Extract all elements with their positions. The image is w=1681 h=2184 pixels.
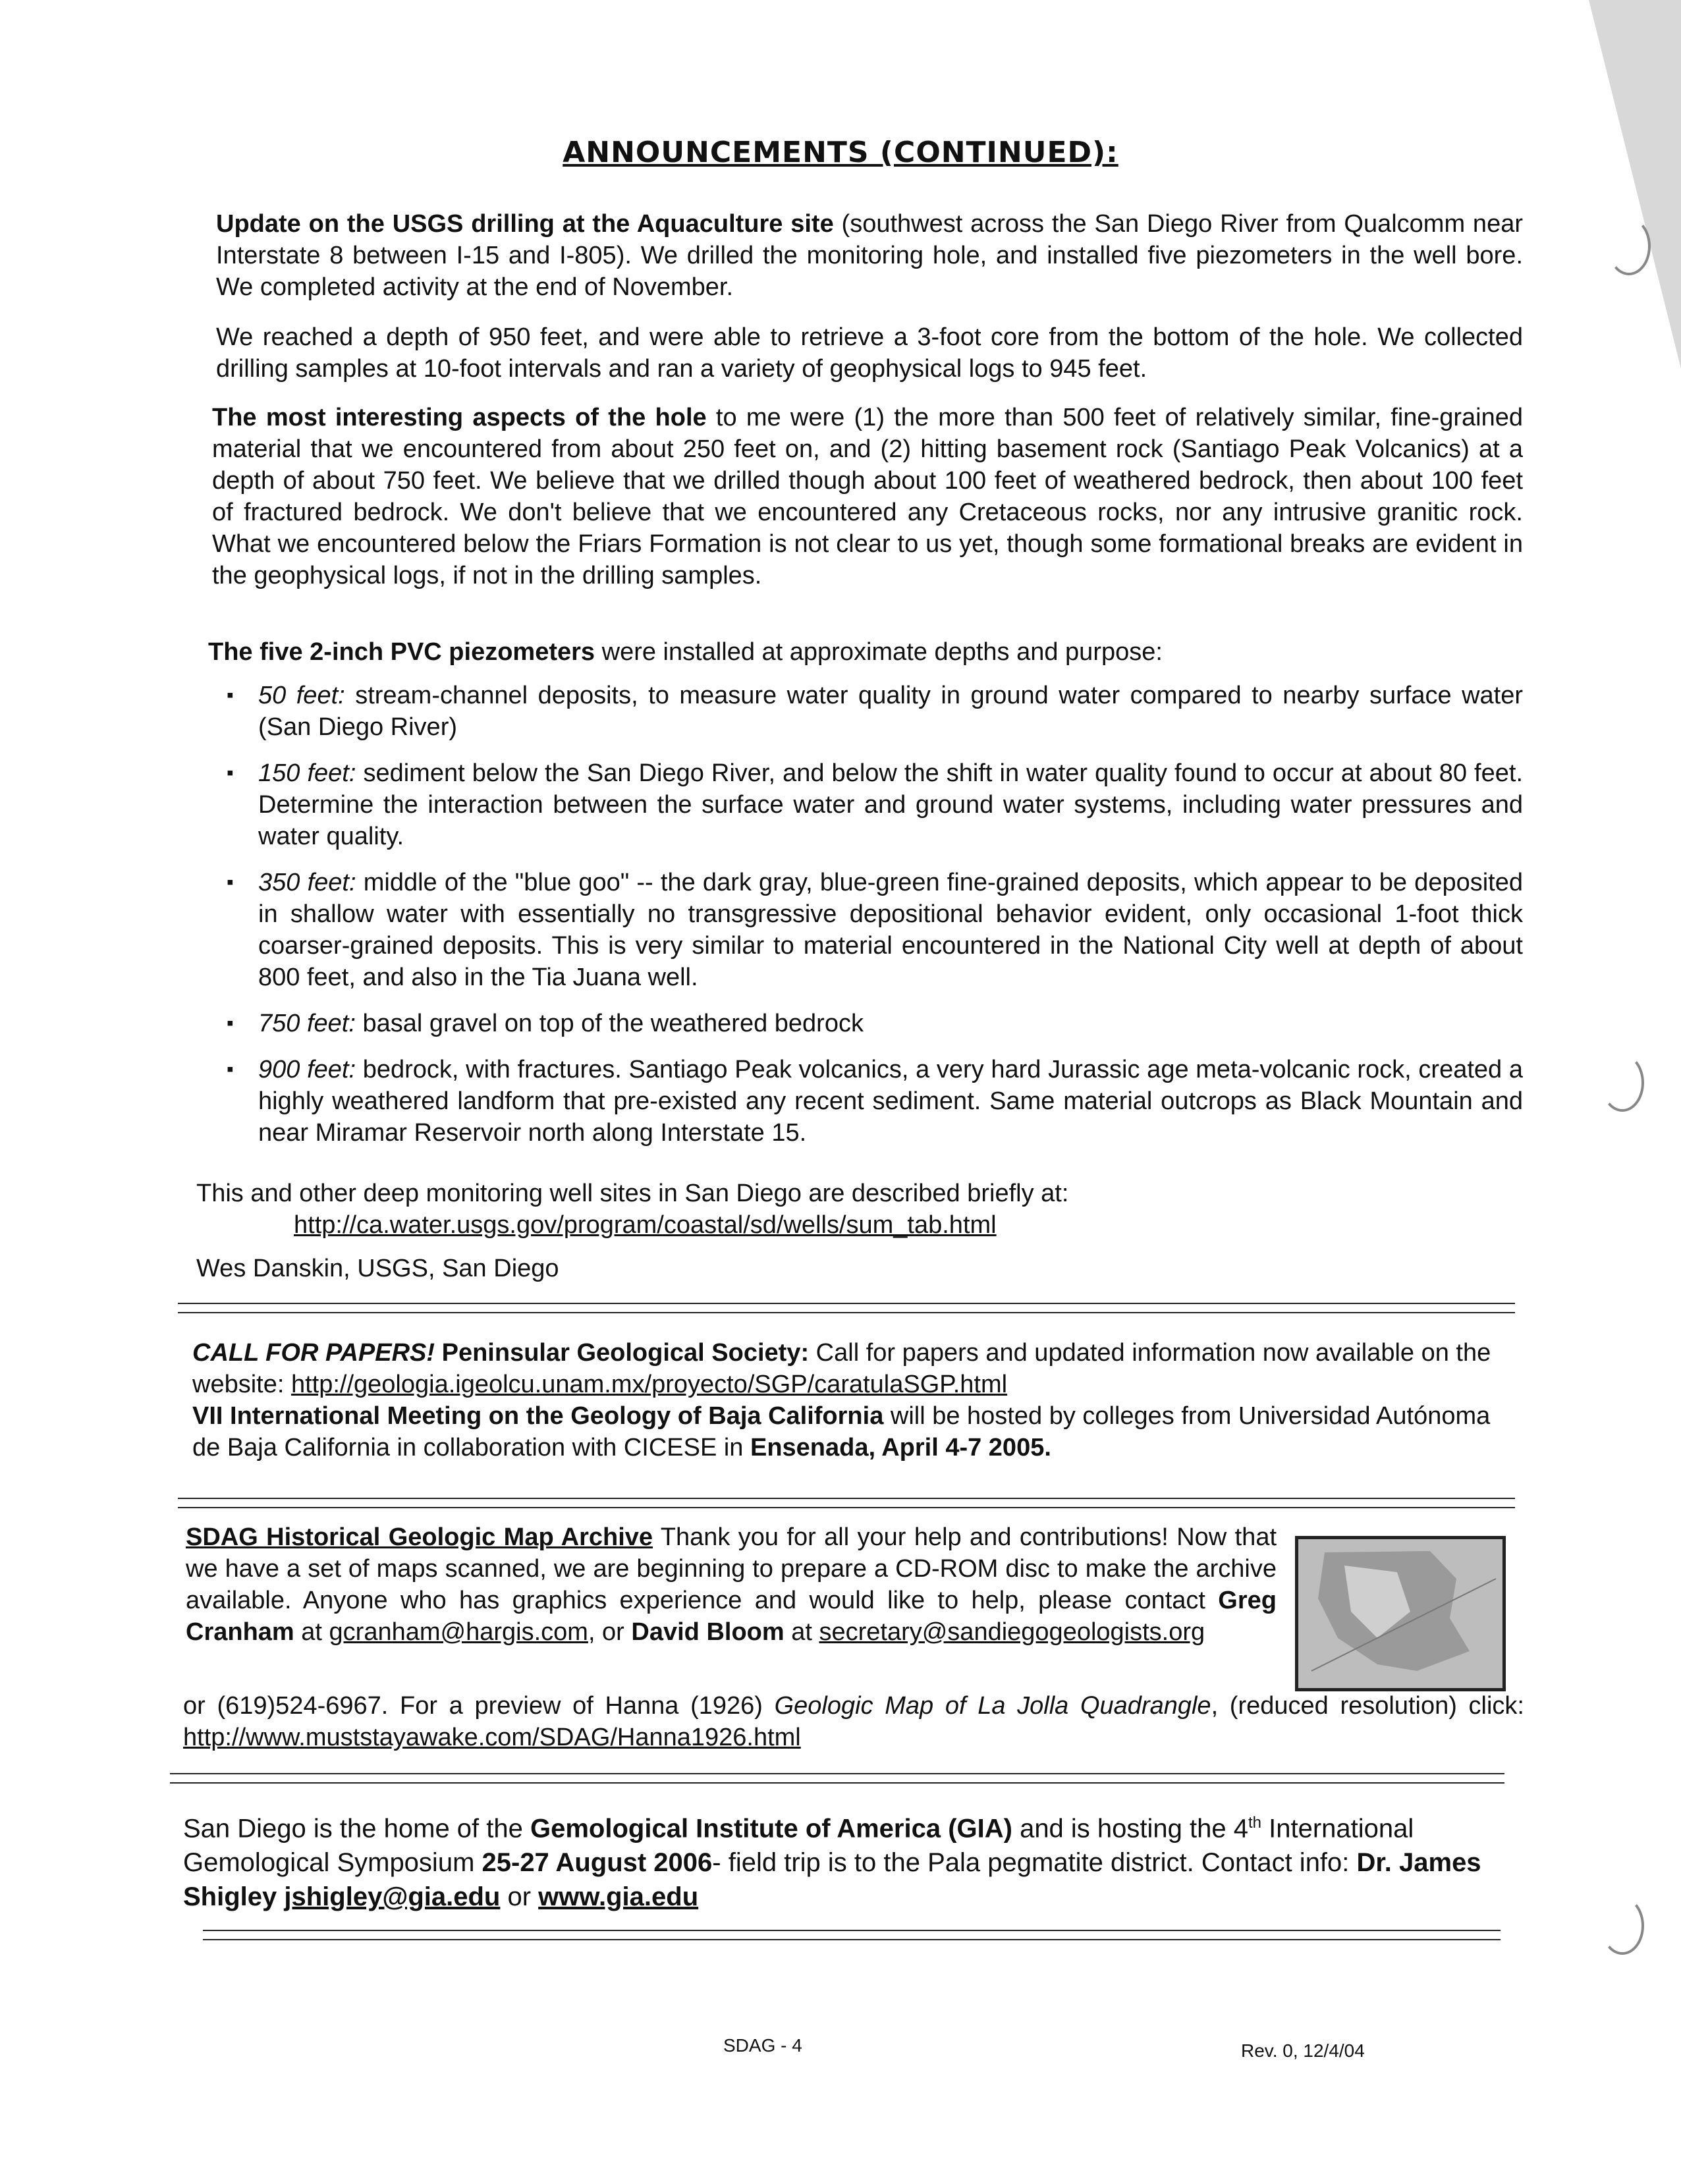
- divider: [170, 1782, 1504, 1784]
- usgs-intro-text: (southwest across the San Diego River from Qualcomm near Interstate 8 between I-15 and I-805). We drilled the monitoring hole, and installed five piezometers in the well bore. We completed activity at the end of November.: [216, 210, 1523, 301]
- gia-text: San Diego is the home of the: [183, 1814, 530, 1843]
- archive-map-title: Geologic Map of La Jolla Quadrangle: [774, 1692, 1211, 1720]
- usgs-intro-paragraph: [216, 208, 1523, 303]
- archive-preview-link[interactable]: http://www.muststayawake.com/SDAG/Hanna1926.html: [183, 1724, 801, 1751]
- map-image: [1298, 1539, 1502, 1688]
- bullet-depth: 150 feet:: [258, 759, 356, 787]
- gia-email-link[interactable]: jshigley@gia.edu: [284, 1882, 501, 1912]
- piezometer-list: [217, 680, 1523, 1163]
- page-title: ANNOUNCEMENTS (CONTINUED):: [563, 136, 1118, 169]
- call-for-papers-paragraph: [192, 1337, 1523, 1463]
- punch-hole-middle: [1601, 1054, 1644, 1112]
- gia-contact-name: Dr. James Shigley: [183, 1848, 1481, 1912]
- divider: [178, 1507, 1515, 1508]
- archive-text: Thank you for all your help and contributions! Now that we have a set of maps scanned, we are beginning to prepare a CD-ROM disc to make the archive available. Anyone who has graphics experience and would like to help, please contact: [186, 1523, 1277, 1614]
- punch-hole-top: [1607, 217, 1651, 275]
- archive-text: at: [784, 1618, 819, 1646]
- bullet-text: stream-channel deposits, to measure water quality in ground water compared to nearby surface water (San Diego River): [258, 682, 1523, 741]
- society-name: Peninsular Geological Society:: [435, 1339, 810, 1367]
- page-corner-shadow: [1589, 0, 1681, 369]
- usgs-signature: Wes Danskin, USGS, San Diego: [196, 1255, 559, 1282]
- archive-title: SDAG Historical Geologic Map Archive: [186, 1523, 653, 1551]
- divider: [178, 1498, 1515, 1499]
- page-number: SDAG - 4: [723, 2035, 802, 2056]
- bullet-text: sediment below the San Diego River, and below the shift in water quality found to occur at about 80 feet. Determine the interaction between the surface water and ground water systems, including water pressures and water quality.: [258, 759, 1524, 850]
- usgs-aspects-text: to me were (1) the more than 500 feet of relatively similar, fine-grained material that we encountered from about 250 feet on, and (2) hitting basement rock (Santiago Peak Volcanics) at a depth of about 750 feet. We believe that we drilled though about 100 feet of weathered bedrock, then about 100 feet of fractured bedrock. We don't believe that we encountered any Cretaceous rocks, nor any intrusive granitic rock. What we encountered below the Friars Formation is not clear to us yet, though some formational breaks are evident in the geophysical logs, if not in the drilling samples.: [212, 404, 1523, 589]
- gia-text: and is hosting the 4: [1012, 1814, 1248, 1843]
- divider: [178, 1303, 1515, 1304]
- bullet-depth: 50 feet:: [258, 682, 345, 709]
- usgs-depth-paragraph: We reached a depth of 950 feet, and were able to retrieve a 3-foot core from the bottom of the hole. We collected drilling samples at 10-foot intervals and ran a variety of geophysical logs to 945 feet.: [216, 323, 1523, 383]
- gia-text: - field trip is to the Pala pegmatite district. Contact info:: [712, 1848, 1357, 1878]
- bullet-depth: 350 feet:: [258, 869, 356, 896]
- archive-text: , or: [588, 1618, 632, 1646]
- usgs-pvc-paragraph: [208, 636, 1523, 668]
- bullet-text: basal gravel on top of the weathered bedrock: [355, 1010, 864, 1037]
- gia-text: or: [500, 1882, 539, 1912]
- map-thumbnail[interactable]: [1295, 1536, 1506, 1691]
- archive-contact-2: David Bloom: [631, 1618, 785, 1646]
- list-item: [217, 1008, 1523, 1039]
- meeting-title: VII International Meeting on the Geology of Baja California: [192, 1402, 884, 1430]
- society-website-link[interactable]: http://geologia.igeolcu.unam.mx/proyecto/SGP/caratulaSGP.html: [290, 1371, 1008, 1398]
- call-for-papers-heading: CALL FOR PAPERS!: [192, 1339, 435, 1367]
- divider: [203, 1939, 1501, 1940]
- meeting-text: will be hosted by colleges from Universidad Autónoma de Baja California in collaboration with CICESE in: [192, 1402, 1491, 1461]
- archive-text: or (619)524-6967. For a preview of Hanna (1926): [183, 1692, 775, 1720]
- gia-dates: 25-27 August 2006: [482, 1848, 713, 1878]
- bullet-depth: 750 feet:: [258, 1010, 356, 1037]
- meeting-location-date: Ensenada, April 4-7 2005.: [750, 1434, 1051, 1461]
- gia-name: Gemological Institute of America (GIA): [530, 1814, 1012, 1843]
- list-item: [217, 757, 1523, 852]
- usgs-pvc-heading: The five 2-inch PVC piezometers: [208, 638, 595, 666]
- usgs-pvc-text: were installed at approximate depths and purpose:: [595, 638, 1163, 666]
- punch-hole-bottom: [1601, 1897, 1644, 1955]
- list-item: [217, 680, 1523, 743]
- archive-text: , (reduced resolution) click:: [1211, 1692, 1524, 1720]
- archive-email-2[interactable]: secretary@sandiegogeologists.org: [819, 1618, 1205, 1646]
- usgs-intro-heading: Update on the USGS drilling at the Aquaculture site: [216, 210, 834, 238]
- divider: [170, 1773, 1504, 1774]
- archive-paragraph-top: [186, 1521, 1277, 1648]
- ordinal-suffix: th: [1248, 1814, 1261, 1832]
- bullet-text: bedrock, with fractures. Santiago Peak volcanics, a very hard Jurassic age meta-volcanic rock, created a highly weathered landform that pre-existed any recent sediment. Same material outcrops as Black Mountain and near Miramar Reservoir north along Interstate 15.: [258, 1056, 1523, 1147]
- archive-text: at: [294, 1618, 329, 1646]
- usgs-aspects-paragraph: [212, 402, 1523, 591]
- revision-note: Rev. 0, 12/4/04: [1241, 2040, 1365, 2061]
- divider: [203, 1930, 1501, 1931]
- gia-text: International Gemological Symposium: [183, 1814, 1414, 1878]
- well-sites-text: This and other deep monitoring well sites in San Diego are described briefly at:: [196, 1180, 1069, 1207]
- archive-email-1[interactable]: gcranham@hargis.com: [329, 1618, 588, 1646]
- list-item: [217, 1054, 1523, 1149]
- gia-website-link[interactable]: www.gia.edu: [538, 1882, 699, 1912]
- bullet-text: middle of the "blue goo" -- the dark gray, blue-green fine-grained deposits, which appear to be deposited in shallow water with essentially no transgressive depositional behavior evident, only occasional 1-foot thick coarser-grained deposits. This is very similar to material encountered in the National City well at depth of about 800 feet, and also in the Tia Juana well.: [258, 869, 1523, 991]
- well-sites-link[interactable]: http://ca.water.usgs.gov/program/coastal/sd/wells/sum_tab.html: [294, 1211, 997, 1239]
- usgs-aspects-heading: The most interesting aspects of the hole: [212, 404, 707, 431]
- list-item: [217, 867, 1523, 993]
- gia-paragraph: [183, 1806, 1501, 1914]
- divider: [178, 1312, 1515, 1313]
- call-for-papers-text: Call for papers and updated information now available on the website:: [192, 1339, 1491, 1398]
- archive-contact-1: Greg Cranham: [186, 1587, 1277, 1646]
- bullet-depth: 900 feet:: [258, 1056, 356, 1083]
- archive-paragraph-bottom: [183, 1690, 1524, 1753]
